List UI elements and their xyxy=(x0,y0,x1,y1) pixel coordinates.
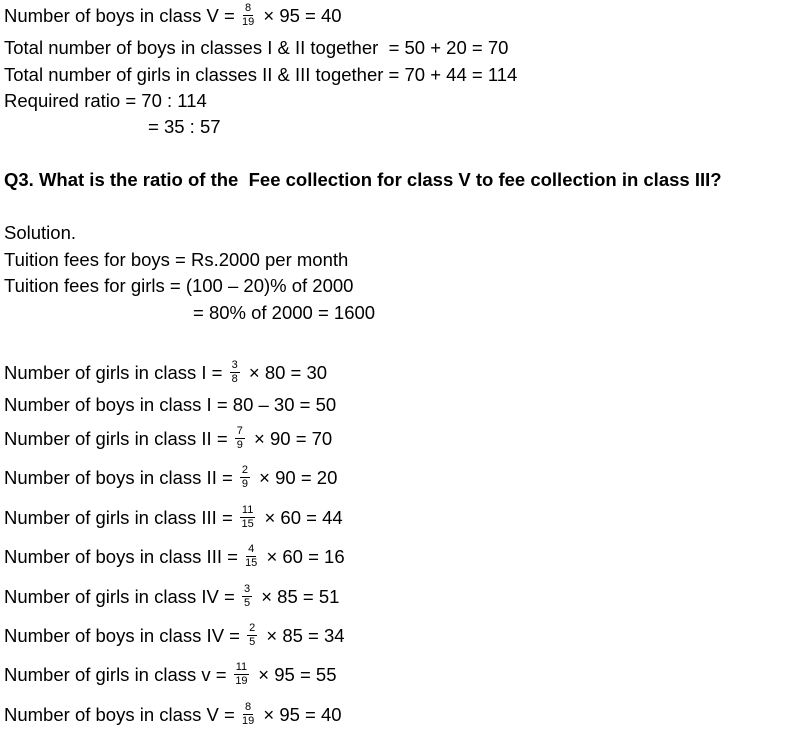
total-boys-line: Total number of boys in classes I & II together = 50 + 20 = 70 xyxy=(4,37,509,58)
boys-class-iii-line xyxy=(4,544,345,569)
fee-boys-line: Tuition fees for boys = Rs.2000 per month xyxy=(4,249,349,270)
line-text: Number of girls in class IV = xyxy=(4,585,240,607)
boys-class-v-line xyxy=(4,702,342,727)
fraction-denominator: 9 xyxy=(236,439,243,451)
fraction-denominator: 19 xyxy=(241,16,255,28)
fraction-denominator: 15 xyxy=(241,518,254,530)
line-text: × 60 = 16 xyxy=(261,545,345,567)
fraction-numerator: 8 xyxy=(245,701,252,713)
line-text: × 95 = 40 xyxy=(258,4,342,26)
line-text: × 90 = 70 xyxy=(248,427,333,449)
girls-class-iii-line xyxy=(4,505,343,530)
fraction xyxy=(235,426,245,451)
fee-girls-result-line: = 80% of 2000 = 1600 xyxy=(193,302,376,323)
line-text: Number of girls in class v = xyxy=(4,663,232,685)
fraction xyxy=(240,505,255,530)
boys-class-ii-line xyxy=(4,465,337,490)
fraction xyxy=(242,3,254,28)
line-text: × 85 = 51 xyxy=(256,585,340,607)
required-ratio-line: Required ratio = 70 : 114 xyxy=(4,90,207,111)
fraction xyxy=(242,584,252,609)
boys-class-i-line: Number of boys in class I = 80 – 30 = 50 xyxy=(4,394,337,415)
fraction-denominator: 19 xyxy=(241,715,255,727)
fraction-numerator: 11 xyxy=(235,661,248,673)
fraction-denominator: 15 xyxy=(245,557,258,569)
line-text: Number of boys in class V = xyxy=(4,703,240,725)
fraction xyxy=(234,662,249,687)
line-text: Number of girls in class II = xyxy=(4,427,233,449)
fraction-denominator: 8 xyxy=(231,373,238,385)
fraction-numerator: 4 xyxy=(248,543,255,555)
fraction-numerator: 8 xyxy=(245,2,252,14)
fraction-numerator: 2 xyxy=(249,622,256,634)
line-text: × 95 = 55 xyxy=(253,663,337,685)
fee-girls-line: Tuition fees for girls = (100 – 20)% of 2000 xyxy=(4,275,354,296)
question-heading: Q3. What is the ratio of the Fee collection for class V to fee collection in class III? xyxy=(4,169,722,190)
fraction-numerator: 2 xyxy=(241,464,249,476)
total-girls-line: Total number of girls in classes II & III together = 70 + 44 = 114 xyxy=(4,64,518,85)
solution-heading: Solution. xyxy=(4,222,76,243)
fraction-denominator: 5 xyxy=(249,636,256,648)
fraction-numerator: 3 xyxy=(231,359,238,371)
line-text: Number of girls in class I = xyxy=(4,361,228,383)
line-text: × 90 = 20 xyxy=(254,466,338,488)
fraction xyxy=(247,623,257,648)
line-text: × 60 = 44 xyxy=(259,506,343,528)
boys-class-iv-line xyxy=(4,623,345,648)
fraction-denominator: 9 xyxy=(241,478,249,490)
fraction-numerator: 3 xyxy=(243,583,251,595)
fraction-numerator: 11 xyxy=(241,504,254,516)
simplified-ratio-line: = 35 : 57 xyxy=(148,116,221,137)
girls-class-iv-line xyxy=(4,584,339,609)
fraction-numerator: 7 xyxy=(236,425,243,437)
line-text: Number of boys in class III = xyxy=(4,545,244,567)
line-text: × 85 = 34 xyxy=(261,624,345,646)
girls-class-ii-line xyxy=(4,426,332,451)
fraction xyxy=(240,465,250,490)
boys-class-v-line-top xyxy=(4,3,342,28)
fraction-denominator: 19 xyxy=(235,675,248,687)
line-text: Number of boys in class II = xyxy=(4,466,238,488)
line-text: × 95 = 40 xyxy=(258,703,342,725)
line-text: Number of boys in class IV = xyxy=(4,624,246,646)
fraction xyxy=(242,702,254,727)
girls-class-i-line xyxy=(4,360,327,385)
fraction-denominator: 5 xyxy=(243,597,251,609)
line-text: Number of girls in class III = xyxy=(4,506,238,528)
girls-class-v-line xyxy=(4,662,336,687)
line-text: × 80 = 30 xyxy=(243,361,328,383)
line-text: Number of boys in class V = xyxy=(4,4,240,26)
fraction xyxy=(245,544,257,569)
fraction xyxy=(230,360,240,385)
